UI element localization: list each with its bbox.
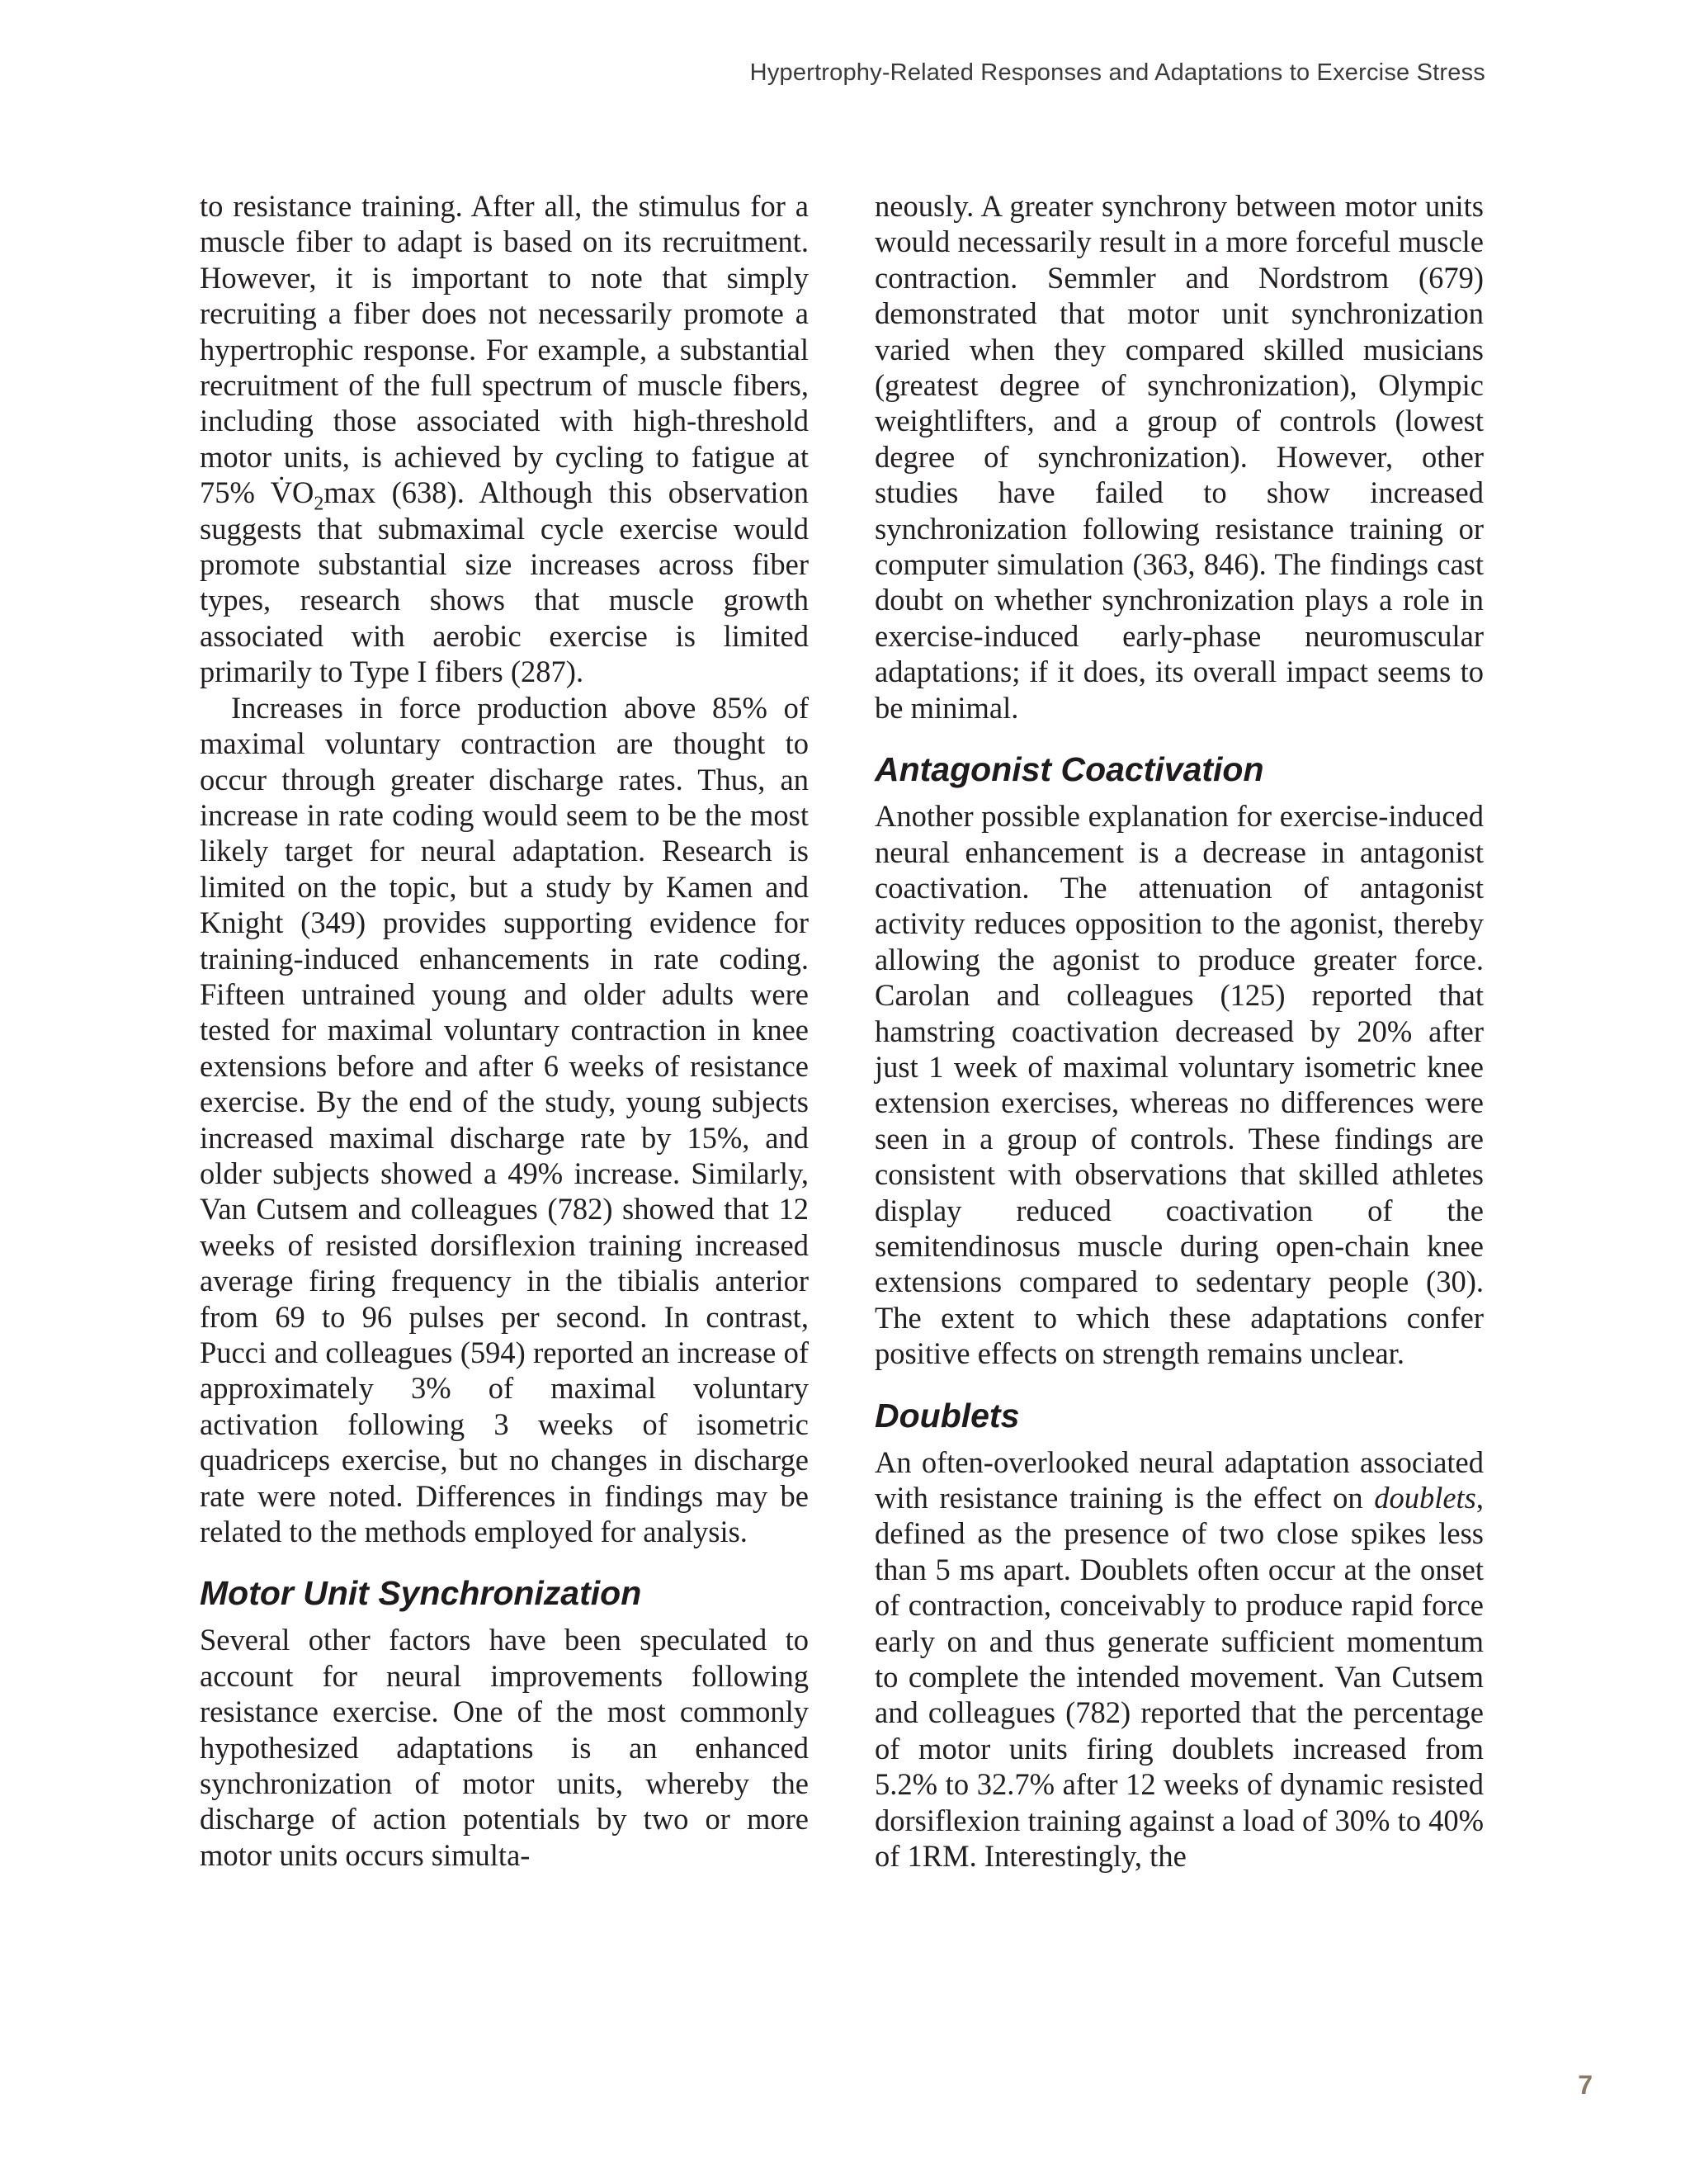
paragraph-text: , defined as the presence of two close spikes less than 5 ms apart. Doublets often occur at the onset of contraction, conceivably to produce rapid force early on and thus generate sufficient momentum to complete the intended movement. Van Cutsem and colleagues (782) reported that the percentage of motor units firing doublets increased from 5.2% to 32.7% after 12 weeks of dynamic resisted dorsiflexion training against a load of 30% to 40% of 1RM. Interestingly, the [875,1481,1484,1874]
paragraph: Increases in force production above 85% of maximal voluntary contraction are thought to occur through greater discharge rates. Thus, an increase in rate coding would seem to be the most likely target for neural adaptation. Research is limited on the topic, but a study by Kamen and Knight (349) provides supporting evidence for training-induced enhancements in rate coding. Fifteen untrained young and older adults were tested for maximal voluntary contraction in knee extensions before and after 6 weeks of resistance exercise. By the end of the study, young subjects increased maximal discharge rate by 15%, and older subjects showed a 49% increase. Similarly, Van Cutsem and colleagues (782) showed that 12 weeks of resisted dorsiflexion training increased average firing frequency in the tibialis anterior from 69 to 96 pulses per second. In contrast, Pucci and colleagues (594) reported an increase of approximately 3% of maximal voluntary activation following 3 weeks of isometric quadriceps exercise, but no changes in discharge rate were noted. Differences in findings may be related to the methods employed for analysis. [200,690,809,1549]
vo2-max: max [323,475,376,510]
paragraph-text: to resistance training. After all, the stimulus for a muscle fiber to adapt is based on its recruitment. However, it is important to note that simply recruiting a fiber does not necessarily promote a hypertrophic response. For example, a substantial recruitment of the full spectrum of muscle fibers, including those associated with high-threshold motor units, is achieved by cycling to fatigue at 75% [200,189,809,510]
page-number: 7 [1578,2070,1593,2100]
vo2-subscript: 2 [314,493,324,515]
left-column [200,188,809,1873]
paragraph-text: An often-overlooked neural adaptation associated with resistance training is the effect on [875,1444,1484,1515]
section-heading-antagonist-coactivation: Antagonist Coactivation [875,750,1264,789]
section-heading-motor-unit-synchronization: Motor Unit Synchronization [200,1574,642,1613]
paragraph [200,188,809,690]
paragraph: Another possible explanation for exercise-induced neural enhancement is a decrease in antagonist coactivation. The attenuation of antagonist activity reduces opposition to the agonist, thereby allowing the agonist to produce greater force. Carolan and colleagues (125) reported that hamstring coactivation decreased by 20% after just 1 week of maximal voluntary isometric knee extension exercises, whereas no differences were seen in a group of controls. These findings are consistent with observations that skilled athletes display reduced coactivation of the semitendinosus muscle during open-chain knee extensions compared to sedentary people (30). The extent to which these adaptations confer positive effects on strength remains unclear. [875,799,1484,1371]
paragraph-text: (638). Although this observation suggests that submaximal cycle exercise would promote substantial size increases across fiber types, research shows that muscle growth associated with aerobic exercise is limited primarily to Type I fibers (287). [200,475,810,689]
paragraph [875,1444,1484,1874]
paragraph: neously. A greater synchrony between motor units would necessarily result in a more forceful muscle contraction. Semmler and Nordstrom (679) demonstrated that motor unit synchronization varied when they compared skilled musicians (greatest degree of synchronization), Olympic weightlifters, and a group of controls (lowest degree of synchronization). However, other studies have failed to show increased synchronization following resistance training or computer simulation (363, 846). The findings cast doubt on whether synchronization plays a role in exercise-induced early-phase neuromuscular adaptations; if it does, its overall impact seems to be minimal. [875,189,1484,725]
section-heading-doublets: Doublets [875,1396,1020,1435]
right-column [875,188,1484,1874]
paragraph: Several other factors have been speculated to account for neural improvements following resistance exercise. One of the most commonly hypothesized adaptations is an enhanced synchronization of motor units, whereby the discharge of action potentials by two or more motor units occurs simulta- [200,1623,809,1872]
vo2-v: V̇O [270,475,314,510]
running-head: Hypertrophy-Related Responses and Adaptations to Exercise Stress [749,59,1485,86]
term-doublets: doublets [1374,1481,1476,1515]
